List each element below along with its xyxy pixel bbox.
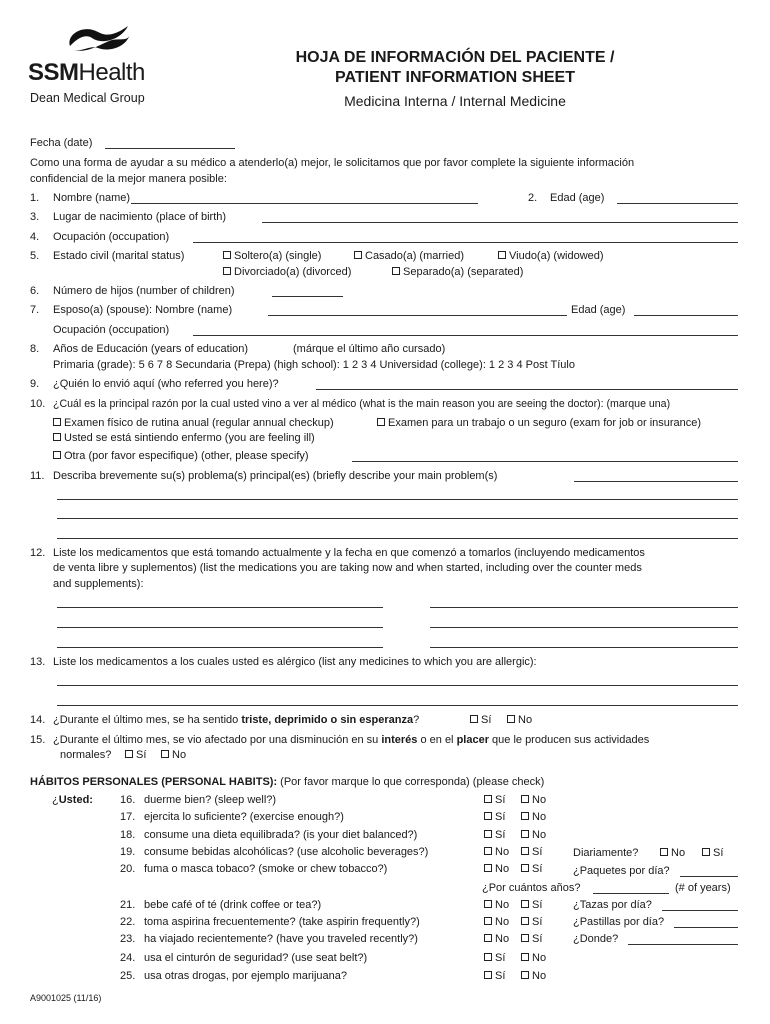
spouse-occupation-field[interactable] [193,335,738,336]
q1-number: 1. [30,192,40,204]
name-field[interactable] [131,203,478,204]
checkbox-icon [161,750,169,758]
checkbox-icon [484,953,492,961]
habit-number: 23. [120,933,136,945]
checkbox-icon [521,847,529,855]
q12-label-3: and supplements): [53,578,144,590]
q15-yes-checkbox[interactable]: Sí [125,748,146,762]
checkbox-icon [521,953,529,961]
checkbox-icon [507,715,515,723]
q14-label: ¿Durante el último mes, se ha sentido triste, deprimido o sin esperanza? [53,714,420,726]
pills-field[interactable] [674,927,738,928]
q14-no-checkbox[interactable]: No [507,713,532,727]
q9-number: 9. [30,378,40,390]
habit-number: 24. [120,952,136,964]
habit-option-checkbox[interactable]: Sí [484,828,505,842]
spouse-age-field[interactable] [634,315,738,316]
job-exam-checkbox[interactable]: Examen para un trabajo o un seguro (exam for job or insurance) [377,416,701,430]
checkbox-icon [484,971,492,979]
problem-field-2[interactable] [57,499,738,500]
problem-field-3[interactable] [57,518,738,519]
daily-no-checkbox[interactable]: No [660,846,685,860]
habit-number: 17. [120,811,136,823]
habit-option-checkbox[interactable]: No [521,951,546,965]
habit-option-checkbox[interactable]: Sí [484,810,505,824]
q7-number: 7. [30,304,40,316]
habit-option-checkbox[interactable]: Sí [521,898,542,912]
checkbox-icon [392,267,400,275]
habit-question: duerme bien? (sleep well?) [144,794,277,806]
habit-option-checkbox[interactable]: Sí [521,845,542,859]
checkbox-icon [521,830,529,838]
spouse-occupation-label: Ocupación (occupation) [53,324,170,336]
habit-option-checkbox[interactable]: Sí [484,969,505,983]
habit-option-checkbox[interactable]: No [484,845,509,859]
q13-label: Liste los medicamentos a los cuales usted es alérgico (list any medicines to which you are allergic): [53,656,537,668]
q6-number: 6. [30,285,40,297]
date-label: Fecha (date) [30,137,93,149]
q11-number: 11. [30,470,45,482]
habit-option-checkbox[interactable]: No [484,915,509,929]
form-code: A9001025 (11/16) [30,993,102,1003]
habit-option-checkbox[interactable]: Sí [484,951,505,965]
habit-number: 25. [120,970,136,982]
habit-number: 20. [120,863,136,875]
checkbox-icon [484,830,492,838]
q9-label: ¿Quién lo envió aquí (who referred you here)? [53,378,279,390]
checkbox-icon [484,917,492,925]
q4-label: Ocupación (occupation) [53,231,170,243]
q13-number: 13. [30,656,46,668]
habit-question: usa el cinturón de seguridad? (use seat belt?) [144,952,368,964]
q3-number: 3. [30,211,40,223]
date-field[interactable] [105,148,235,149]
habit-number: 16. [120,794,136,806]
q4-number: 4. [30,231,40,243]
checkbox-icon [521,795,529,803]
ssm-logo-mark-icon [64,20,134,54]
checkbox-icon [354,251,362,259]
intro-text-1: Como una forma de ayudar a su médico a atenderlo(a) mejor, le solicitamos que por favor complete la siguiente información [30,157,635,169]
years-field[interactable] [593,893,669,894]
checkbox-icon [484,900,492,908]
habit-question: bebe café of té (drink coffee or tea?) [144,899,322,911]
q1-label: Nombre (name) [53,192,131,204]
q10-number: 10. [30,398,46,410]
checkbox-icon [521,917,529,925]
intro-text-2: confidencial de la mejor manera posible: [30,173,227,185]
q14-number: 14. [30,714,46,726]
habit-option-checkbox[interactable]: No [521,828,546,842]
q5-label: Estado civil (marital status) [53,250,185,262]
habit-question: consume bebidas alcohólicas? (use alcoholic beverages?) [144,846,429,858]
checkbox-icon [223,251,231,259]
single-checkbox[interactable]: Soltero(a) (single) [223,249,321,263]
pills-label: ¿Pastillas por día? [573,916,665,928]
checkbox-icon [521,934,529,942]
habit-option-checkbox[interactable]: No [484,862,509,876]
habit-question: ha viajado recientemente? (have you traveled recently?) [144,933,418,945]
page-subtitle: Medicina Interna / Internal Medicine [344,93,566,109]
habit-option-checkbox[interactable]: No [521,793,546,807]
age-field[interactable] [617,203,738,204]
feeling-ill-checkbox[interactable]: Usted se está sintiendo enfermo (you are feeling ill) [53,431,315,445]
checkbox-icon [470,715,478,723]
q15-number: 15. [30,734,46,746]
habit-question: fuma o masca tobaco? (smoke or chew tobacco?) [144,863,388,875]
problem-field-4[interactable] [57,538,738,539]
allergy-field-1[interactable] [57,685,738,686]
checkbox-icon [498,251,506,259]
q8-instruction: (márque el último año cursado) [293,343,446,355]
habit-option-checkbox[interactable]: Sí [521,932,542,946]
checkbox-icon [521,864,529,872]
checkbox-icon [521,971,529,979]
birthplace-field[interactable] [262,222,738,223]
daily-yes-checkbox[interactable]: Sí [702,846,723,860]
medication-field[interactable] [57,607,383,608]
q10-label: ¿Cuál es la principal razón por la cual usted vino a ver al médico (what is the main reason you are seeing the doctor): (marque una) [53,398,671,410]
years-label: ¿Por cuántos años? [482,882,581,894]
habit-question: toma aspirina frecuentemente? (take aspirin frequently?) [144,916,420,928]
brand-logo: SSMHealth [28,59,145,86]
habit-question: consume una dieta equilibrada? (is your diet balanced?) [144,829,418,841]
habits-header: HÁBITOS PERSONALES (PERSONAL HABITS): (Por favor marque lo que corresponda) (please check) [30,776,545,788]
habit-number: 18. [120,829,136,841]
habit-question: usa otras drogas, por ejemplo marijuana? [144,970,348,982]
checkbox-icon [702,848,710,856]
medication-field[interactable] [430,647,738,648]
medication-field[interactable] [430,607,738,608]
checkbox-icon [377,418,385,426]
packs-label: ¿Paquetes por día? [573,865,670,877]
medication-field[interactable] [430,627,738,628]
habit-number: 21. [120,899,136,911]
medication-field[interactable] [57,647,383,648]
habit-option-checkbox[interactable]: No [484,898,509,912]
checkbox-icon [484,795,492,803]
cups-label: ¿Tazas por día? [573,899,652,911]
checkbox-icon [484,864,492,872]
habit-number: 19. [120,846,136,858]
checkbox-icon [53,451,61,459]
daily-label: Diariamente? [573,847,639,859]
habit-option-checkbox[interactable]: No [521,969,546,983]
other-reason-field[interactable] [352,461,738,462]
checkbox-icon [660,848,668,856]
checkbox-icon [53,433,61,441]
divorced-checkbox[interactable]: Divorciado(a) (divorced) [223,265,351,279]
q5-number: 5. [30,250,40,262]
habit-option-checkbox[interactable]: Sí [521,915,542,929]
q15-label: ¿Durante el último mes, se vio afectado por una disminución en su interés o en el placer que le producen sus actividades [53,734,650,746]
packs-field[interactable] [680,876,738,877]
spouse-name-field[interactable] [268,315,567,316]
widowed-checkbox[interactable]: Viudo(a) (widowed) [498,249,604,263]
separated-checkbox[interactable]: Separado(a) (separated) [392,265,523,279]
years-unit: (# of years) [675,882,731,894]
q12-label-2: de venta libre y suplementos) (list the medications you are taking now and when started, including over the counter meds [53,562,642,574]
q12-label-1: Liste los medicamentos que está tomando actualmente y la fecha en que comenzó a tomarlos (incluyendo medicamentos [53,547,645,559]
where-field[interactable] [628,944,738,945]
problem-field-1[interactable] [574,481,738,482]
q12-number: 12. [30,547,46,559]
usted-label: ¿Usted: [52,794,93,806]
other-reason-checkbox[interactable]: Otra (por favor especifique) (other, please specify) [53,449,309,463]
checkbox-icon [125,750,133,758]
cups-field[interactable] [662,910,738,911]
page-title-es: HOJA DE INFORMACIÓN DEL PACIENTE / [295,49,615,66]
married-checkbox[interactable]: Casado(a) (married) [354,249,464,263]
brand-subtitle: Dean Medical Group [30,91,145,105]
annual-checkup-checkbox[interactable]: Examen físico de rutina anual (regular annual checkup) [53,416,334,430]
spouse-age-label: Edad (age) [571,304,626,316]
q8-label: Años de Educación (years of education) [53,343,249,355]
checkbox-icon [223,267,231,275]
habit-question: ejercita lo suficiente? (exercise enough?) [144,811,344,823]
q14-yes-checkbox[interactable]: Sí [470,713,491,727]
children-field[interactable] [272,296,343,297]
habit-number: 22. [120,916,136,928]
checkbox-icon [484,812,492,820]
checkbox-icon [53,418,61,426]
q11-label: Describa brevemente su(s) problema(s) principal(es) (briefly describe your main problem(s) [53,470,498,482]
page-title-en: PATIENT INFORMATION SHEET [335,69,575,86]
q3-label: Lugar de nacimiento (place of birth) [53,211,227,223]
q2-label: Edad (age) [550,192,605,204]
checkbox-icon [484,847,492,855]
occupation-field[interactable] [193,242,738,243]
checkbox-icon [521,812,529,820]
habit-option-checkbox[interactable]: No [484,932,509,946]
education-options[interactable]: Primaria (grade): 5 6 7 8 Secundaria (Prepa) (high school): 1 2 3 4 Universidad (college): 1 2 3 4 Post Tíulo [53,359,575,371]
medication-field[interactable] [57,627,383,628]
checkbox-icon [521,900,529,908]
checkbox-icon [484,934,492,942]
habit-option-checkbox[interactable]: Sí [521,862,542,876]
allergy-field-2[interactable] [57,705,738,706]
habit-option-checkbox[interactable]: No [521,810,546,824]
q15-no-checkbox[interactable]: No [161,748,186,762]
q6-label: Número de hijos (number of children) [53,285,235,297]
habit-option-checkbox[interactable]: Sí [484,793,505,807]
q8-number: 8. [30,343,40,355]
referral-field[interactable] [316,389,738,390]
q2-number: 2. [528,192,538,204]
q7-label: Esposo(a) (spouse): Nombre (name) [53,304,233,316]
where-label: ¿Donde? [573,933,619,945]
q15-label-2: normales? [60,749,112,761]
